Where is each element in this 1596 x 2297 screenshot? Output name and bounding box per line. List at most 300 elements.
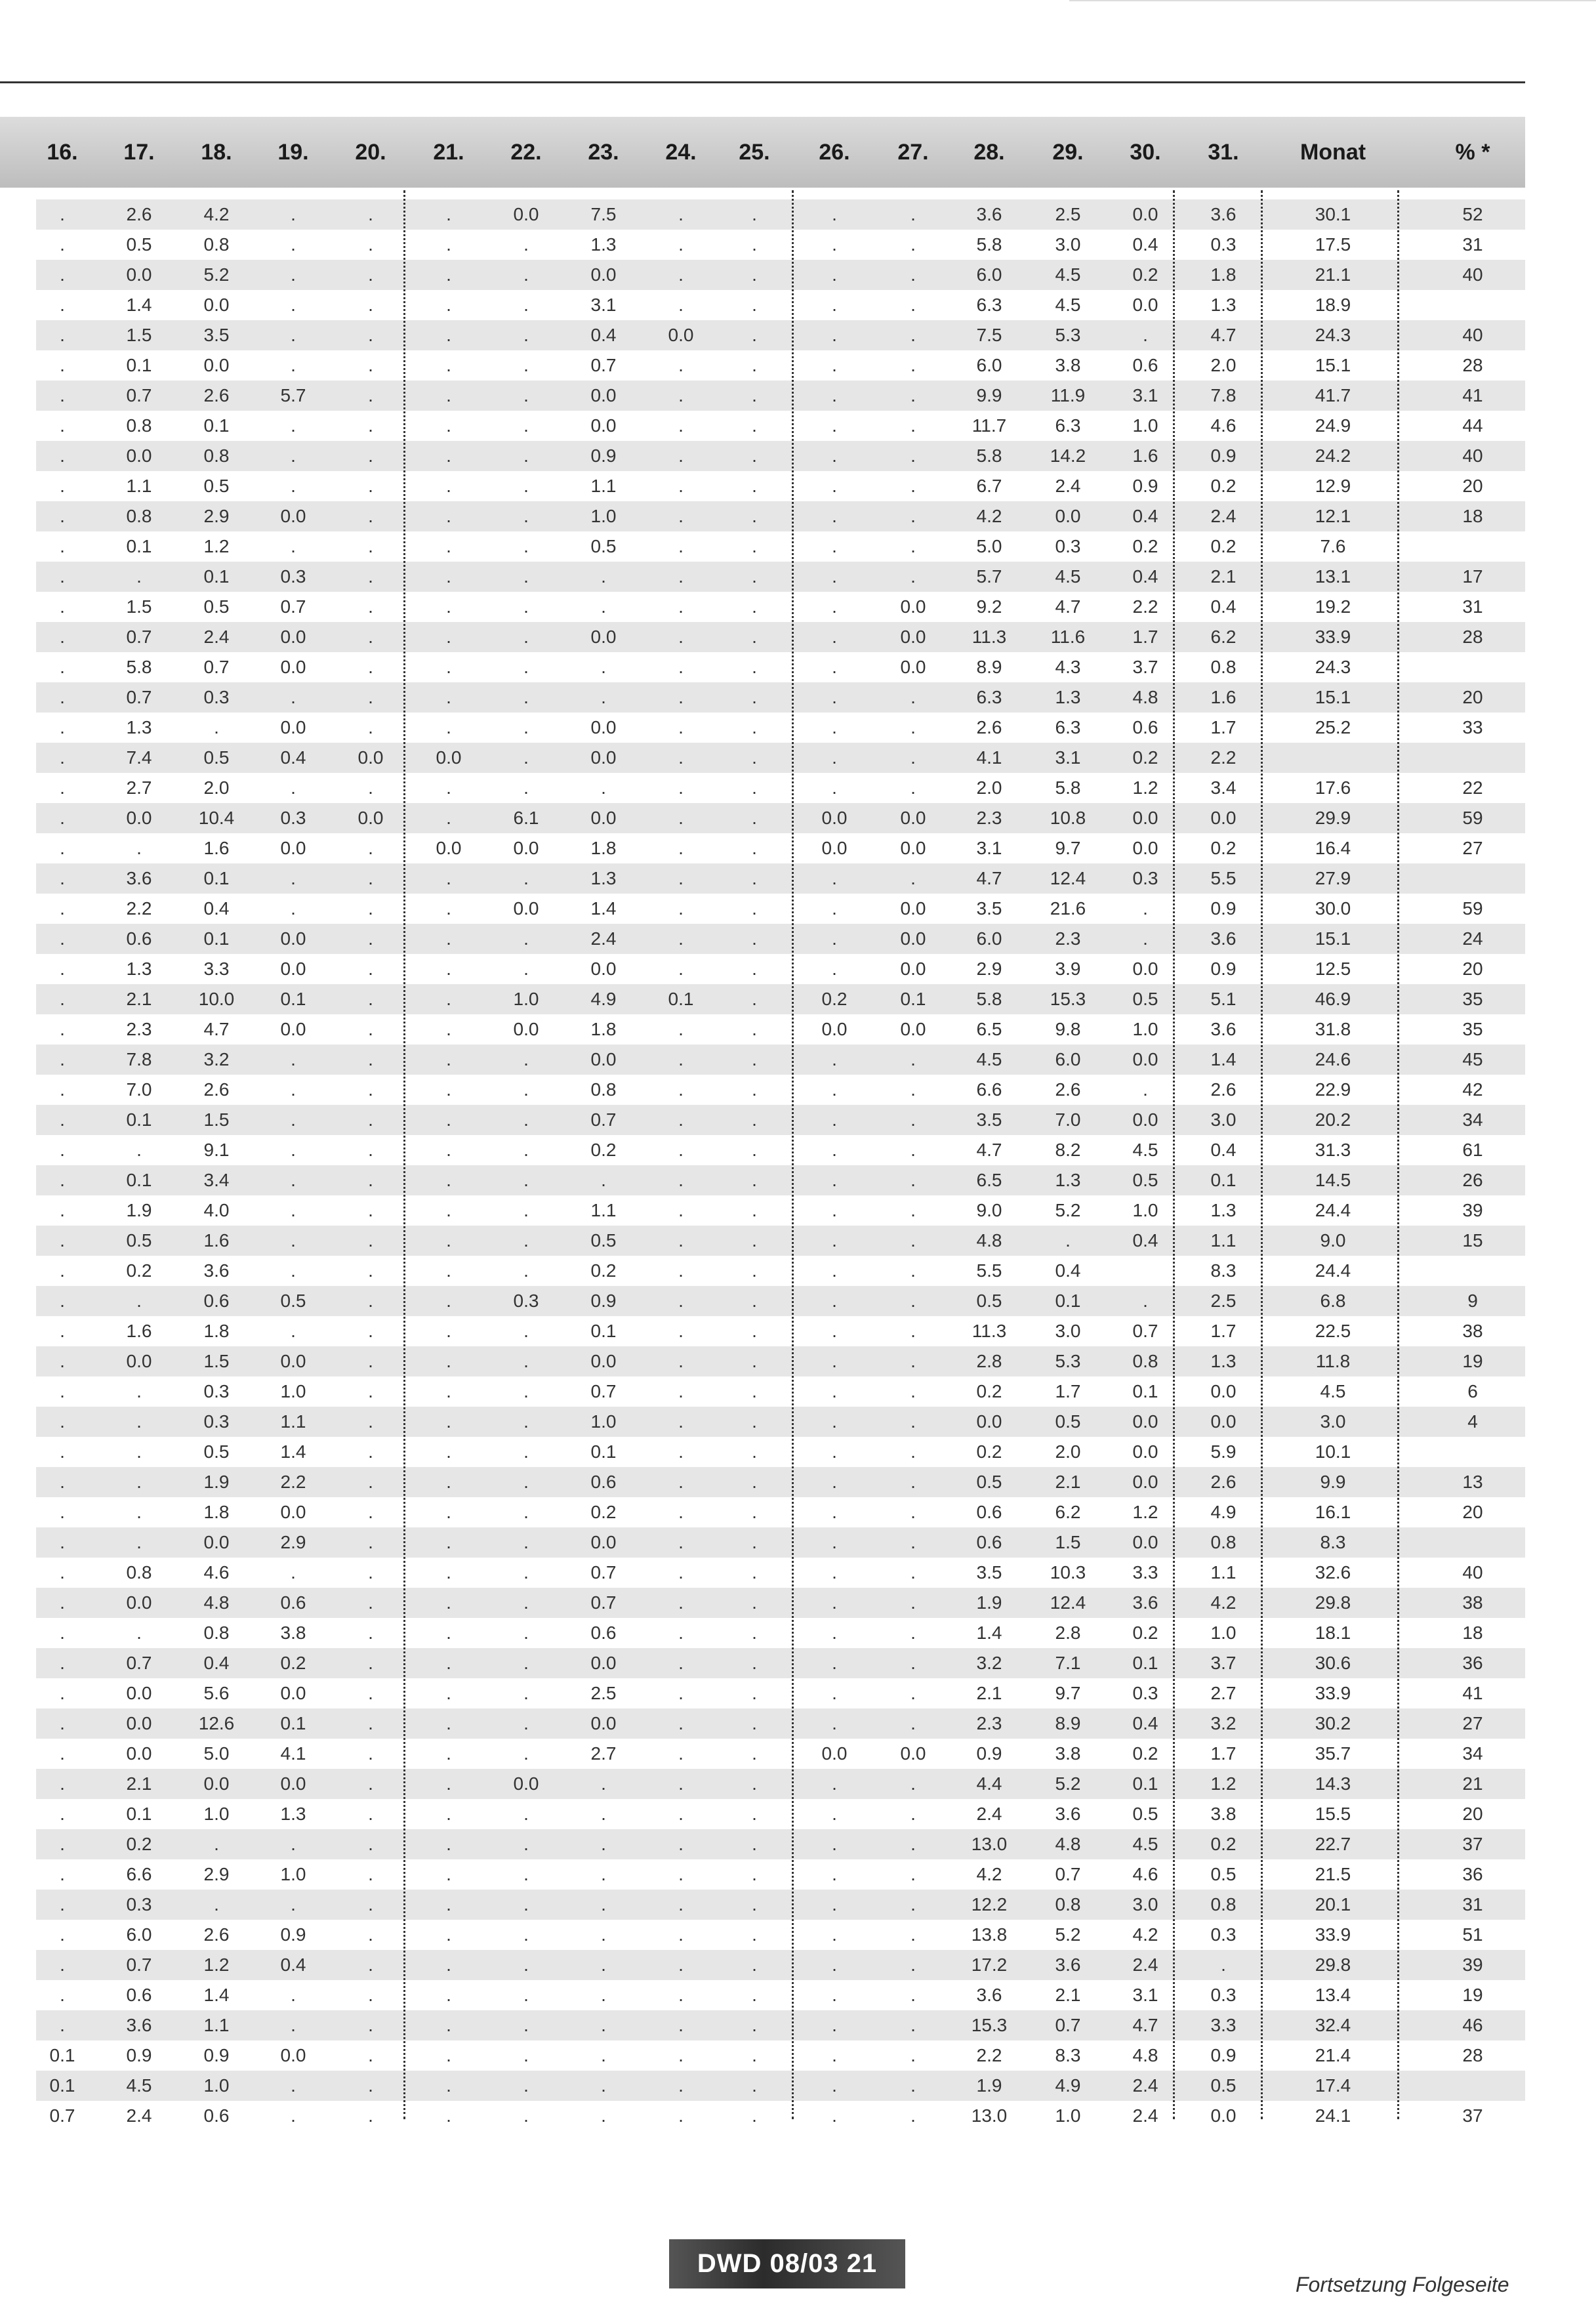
- table-row: [36, 1346, 1525, 1376]
- table-cell: .: [368, 959, 373, 979]
- table-cell: 0.0: [1132, 1109, 1158, 1130]
- table-cell: .: [911, 506, 916, 526]
- table-cell: 1.7: [1055, 1381, 1081, 1401]
- table-cell: 0.0: [126, 808, 152, 828]
- table-cell: 0.3: [1132, 868, 1158, 888]
- table-cell: .: [446, 264, 451, 285]
- table-cell: .: [911, 2105, 916, 2126]
- table-cell: .: [446, 1381, 451, 1401]
- table-cell: .: [678, 295, 684, 315]
- table-cell: 2.5: [1210, 1291, 1237, 1311]
- table-cell: 10.0: [198, 989, 235, 1009]
- table-cell: .: [911, 2015, 916, 2035]
- table-cell: .: [678, 1411, 684, 1432]
- table-cell: 1.8: [590, 838, 617, 858]
- table-cell: .: [752, 1109, 757, 1130]
- table-cell: .: [368, 204, 373, 224]
- table-cell: 0.8: [126, 1562, 152, 1583]
- table-cell: .: [601, 1955, 606, 1975]
- table-cell: .: [60, 777, 65, 798]
- table-row: [36, 2071, 1525, 2101]
- table-cell: .: [752, 204, 757, 224]
- table-cell: .: [446, 596, 451, 617]
- table-cell: .: [832, 536, 837, 556]
- table-cell: 0.0: [513, 898, 539, 919]
- table-cell: 0.0: [280, 717, 306, 737]
- table-cell: 4.5: [1132, 1834, 1158, 1854]
- table-cell: .: [832, 717, 837, 737]
- table-cell: 0.9: [280, 1924, 306, 1945]
- table-cell: 2.6: [1210, 1079, 1237, 1100]
- table-cell: .: [832, 687, 837, 707]
- table-cell: 1.3: [126, 717, 152, 737]
- table-cell: .: [832, 476, 837, 496]
- table-cell: .: [911, 1411, 916, 1432]
- table-cell: .: [523, 1924, 529, 1945]
- table-cell: .: [752, 1230, 757, 1251]
- table-cell: .: [60, 506, 65, 526]
- table-cell: 11.6: [1050, 627, 1086, 647]
- table-cell: 42: [1462, 1079, 1483, 1100]
- table-cell: .: [752, 445, 757, 466]
- table-cell: 0.2: [1132, 1623, 1158, 1643]
- table-cell: 5.6: [203, 1683, 230, 1703]
- table-cell: .: [523, 1049, 529, 1069]
- table-cell: .: [446, 1291, 451, 1311]
- table-cell: .: [368, 1170, 373, 1190]
- table-cell: .: [678, 1985, 684, 2005]
- table-cell: .: [832, 1441, 837, 1462]
- table-cell: 0.0: [821, 1019, 848, 1039]
- table-cell: .: [911, 1653, 916, 1673]
- table-cell: 0.2: [590, 1260, 617, 1281]
- table-cell: 14.2: [1050, 445, 1086, 466]
- table-row: [36, 1890, 1525, 1920]
- table-cell: .: [832, 1834, 837, 1854]
- table-cell: 3.6: [1210, 928, 1237, 949]
- column-header: 26.: [819, 140, 850, 165]
- table-cell: .: [368, 1441, 373, 1462]
- table-cell: 0.6: [203, 1291, 230, 1311]
- table-cell: 0.0: [900, 928, 926, 949]
- table-cell: 1.6: [1132, 445, 1158, 466]
- table-cell: 2.7: [126, 777, 152, 798]
- table-cell: .: [832, 1592, 837, 1613]
- table-cell: .: [136, 1411, 142, 1432]
- table-cell: .: [832, 1381, 837, 1401]
- table-cell: 1.4: [1210, 1049, 1237, 1069]
- page-badge: DWD 08/03 21: [669, 2239, 905, 2288]
- table-cell: .: [446, 717, 451, 737]
- table-cell: .: [291, 1834, 296, 1854]
- table-cell: .: [368, 1864, 373, 1884]
- table-row: [36, 1014, 1525, 1045]
- table-cell: .: [752, 959, 757, 979]
- table-cell: 1.2: [1210, 1773, 1237, 1794]
- table-cell: .: [752, 2045, 757, 2065]
- table-cell: .: [911, 1955, 916, 1975]
- table-cell: 0.0: [1055, 506, 1081, 526]
- table-row: [36, 1678, 1525, 1708]
- table-cell: .: [291, 1230, 296, 1251]
- table-cell: .: [752, 1773, 757, 1794]
- table-cell: .: [911, 1079, 916, 1100]
- table-cell: .: [136, 838, 142, 858]
- table-cell: .: [523, 1079, 529, 1100]
- table-cell: .: [368, 385, 373, 405]
- table-cell: .: [601, 566, 606, 587]
- table-cell: .: [752, 234, 757, 255]
- column-header: % *: [1455, 140, 1490, 165]
- table-cell: 0.6: [1132, 355, 1158, 375]
- table-cell: .: [446, 204, 451, 224]
- table-row: [36, 1256, 1525, 1286]
- table-cell: .: [911, 1381, 916, 1401]
- table-row: [36, 1618, 1525, 1648]
- table-cell: 41: [1462, 385, 1483, 405]
- table-cell: .: [911, 1864, 916, 1884]
- table-cell: 2.7: [1210, 1683, 1237, 1703]
- table-cell: .: [911, 687, 916, 707]
- table-cell: 2.0: [976, 777, 1002, 798]
- table-cell: .: [678, 1109, 684, 1130]
- table-row: [36, 1135, 1525, 1165]
- table-cell: .: [523, 1894, 529, 1914]
- table-cell: .: [523, 777, 529, 798]
- table-cell: 2.4: [126, 2105, 152, 2126]
- table-cell: .: [678, 1653, 684, 1673]
- table-cell: 0.0: [1132, 1049, 1158, 1069]
- table-cell: .: [752, 1381, 757, 1401]
- table-cell: 29.8: [1315, 1955, 1351, 1975]
- table-cell: 7.8: [126, 1049, 152, 1069]
- table-cell: 3.1: [1055, 747, 1081, 768]
- table-row: [36, 290, 1525, 320]
- table-cell: .: [523, 1955, 529, 1975]
- table-cell: .: [523, 1230, 529, 1251]
- table-cell: 46.9: [1315, 989, 1351, 1009]
- table-cell: 19.2: [1315, 596, 1351, 617]
- table-cell: 3.4: [1210, 777, 1237, 798]
- table-cell: 6.0: [1055, 1049, 1081, 1069]
- table-cell: .: [752, 506, 757, 526]
- table-row: [36, 773, 1525, 803]
- table-cell: .: [291, 476, 296, 496]
- table-cell: 0.0: [126, 1351, 152, 1371]
- table-cell: .: [523, 1683, 529, 1703]
- table-cell: .: [60, 1441, 65, 1462]
- table-cell: .: [60, 1834, 65, 1854]
- table-row: [36, 803, 1525, 833]
- table-cell: 4: [1467, 1411, 1478, 1432]
- table-cell: .: [446, 355, 451, 375]
- table-cell: .: [911, 1683, 916, 1703]
- table-cell: 20: [1462, 1502, 1483, 1522]
- table-cell: .: [60, 1321, 65, 1341]
- table-cell: .: [60, 928, 65, 949]
- table-cell: .: [446, 566, 451, 587]
- table-row: [36, 1859, 1525, 1890]
- table-cell: 17.6: [1315, 777, 1351, 798]
- table-cell: 35: [1462, 1019, 1483, 1039]
- table-cell: .: [368, 1532, 373, 1552]
- table-cell: 17: [1462, 566, 1483, 587]
- table-cell: 2.2: [126, 898, 152, 919]
- table-cell: .: [832, 264, 837, 285]
- table-cell: .: [291, 1562, 296, 1583]
- table-cell: 30.6: [1315, 1653, 1351, 1673]
- table-cell: 0.1: [49, 2045, 75, 2065]
- table-row: [36, 501, 1525, 531]
- table-cell: .: [368, 445, 373, 466]
- table-row: [36, 1165, 1525, 1195]
- table-cell: 21.5: [1315, 1864, 1351, 1884]
- table-cell: 30.0: [1315, 898, 1351, 919]
- table-cell: 5.0: [976, 536, 1002, 556]
- table-cell: .: [446, 928, 451, 949]
- table-cell: .: [446, 1592, 451, 1613]
- table-cell: .: [368, 1623, 373, 1643]
- table-cell: .: [446, 1864, 451, 1884]
- table-cell: .: [368, 1924, 373, 1945]
- table-cell: 22: [1462, 777, 1483, 798]
- table-cell: .: [291, 355, 296, 375]
- table-cell: .: [60, 1049, 65, 1069]
- table-cell: 0.3: [1210, 234, 1237, 255]
- table-row: [36, 1376, 1525, 1407]
- table-cell: .: [523, 717, 529, 737]
- table-cell: 2.3: [1055, 928, 1081, 949]
- table-cell: 24.4: [1315, 1200, 1351, 1220]
- table-cell: 0.5: [976, 1472, 1002, 1492]
- table-cell: .: [752, 1743, 757, 1764]
- table-cell: .: [832, 777, 837, 798]
- table-cell: .: [446, 868, 451, 888]
- table-cell: 8.3: [1055, 2045, 1081, 2065]
- table-cell: 0.7: [203, 657, 230, 677]
- table-cell: 0.0: [126, 1743, 152, 1764]
- table-cell: 8.2: [1055, 1140, 1081, 1160]
- table-cell: .: [601, 1985, 606, 2005]
- table-cell: .: [1143, 325, 1148, 345]
- table-cell: 0.2: [1132, 536, 1158, 556]
- table-cell: .: [368, 898, 373, 919]
- column-header: 27.: [897, 140, 929, 165]
- table-cell: .: [752, 1411, 757, 1432]
- table-cell: .: [523, 687, 529, 707]
- table-cell: 1.0: [280, 1864, 306, 1884]
- table-cell: 0.5: [203, 596, 230, 617]
- table-cell: 15: [1462, 1230, 1483, 1251]
- table-cell: 0.0: [590, 747, 617, 768]
- table-cell: 44: [1462, 415, 1483, 436]
- table-cell: 2.3: [976, 808, 1002, 828]
- table-cell: .: [523, 1351, 529, 1371]
- table-cell: 0.0: [590, 1049, 617, 1069]
- table-cell: 0.9: [1132, 476, 1158, 496]
- table-cell: .: [832, 627, 837, 647]
- table-cell: .: [291, 2075, 296, 2096]
- table-cell: .: [832, 385, 837, 405]
- table-cell: .: [832, 445, 837, 466]
- table-cell: .: [523, 1743, 529, 1764]
- table-cell: .: [752, 1532, 757, 1552]
- table-cell: .: [752, 777, 757, 798]
- table-cell: 2.6: [203, 1079, 230, 1100]
- table-cell: 6: [1467, 1381, 1478, 1401]
- table-cell: 3.6: [1055, 1955, 1081, 1975]
- table-cell: 0.0: [590, 1351, 617, 1371]
- column-header: 21.: [433, 140, 464, 165]
- table-cell: .: [752, 657, 757, 677]
- table-header: [0, 117, 1525, 188]
- table-cell: 24.2: [1315, 445, 1351, 466]
- table-cell: .: [368, 1109, 373, 1130]
- table-cell: .: [832, 596, 837, 617]
- table-cell: 0.0: [280, 838, 306, 858]
- table-cell: 0.0: [203, 295, 230, 315]
- table-row: [36, 592, 1525, 622]
- table-cell: .: [678, 808, 684, 828]
- table-cell: .: [291, 777, 296, 798]
- table-cell: 3.3: [203, 959, 230, 979]
- table-cell: 0.0: [203, 1532, 230, 1552]
- table-cell: .: [136, 1502, 142, 1522]
- table-cell: .: [368, 325, 373, 345]
- table-cell: 0.9: [590, 1291, 617, 1311]
- table-cell: .: [752, 1351, 757, 1371]
- table-cell: 2.1: [976, 1683, 1002, 1703]
- table-cell: 31.3: [1315, 1140, 1351, 1160]
- table-cell: 2.6: [126, 204, 152, 224]
- table-cell: 0.6: [126, 1985, 152, 2005]
- table-cell: .: [678, 838, 684, 858]
- table-cell: 3.3: [1132, 1562, 1158, 1583]
- table-cell: 4.0: [203, 1200, 230, 1220]
- table-cell: 6.8: [1320, 1291, 1346, 1311]
- table-cell: 36: [1462, 1653, 1483, 1673]
- table-row: [36, 924, 1525, 954]
- table-cell: 7.5: [590, 204, 617, 224]
- table-cell: 2.4: [1132, 1955, 1158, 1975]
- table-cell: 0.4: [280, 747, 306, 768]
- table-cell: 0.0: [590, 1713, 617, 1733]
- table-cell: 59: [1462, 808, 1483, 828]
- table-cell: 4.7: [976, 868, 1002, 888]
- table-cell: .: [832, 415, 837, 436]
- table-cell: .: [601, 1864, 606, 1884]
- table-cell: 20: [1462, 959, 1483, 979]
- table-cell: .: [523, 2045, 529, 2065]
- table-cell: .: [752, 325, 757, 345]
- table-cell: 0.5: [1210, 1864, 1237, 1884]
- table-cell: .: [446, 1623, 451, 1643]
- table-cell: 33: [1462, 717, 1483, 737]
- table-cell: 0.9: [126, 2045, 152, 2065]
- table-cell: .: [752, 898, 757, 919]
- table-cell: 0.5: [280, 1291, 306, 1311]
- table-cell: .: [911, 355, 916, 375]
- table-cell: 4.1: [280, 1743, 306, 1764]
- table-cell: 6.3: [976, 687, 1002, 707]
- table-cell: .: [368, 1713, 373, 1733]
- table-cell: .: [446, 1200, 451, 1220]
- table-cell: 0.2: [976, 1381, 1002, 1401]
- table-cell: .: [601, 1834, 606, 1854]
- table-cell: 41: [1462, 1683, 1483, 1703]
- table-cell: 27: [1462, 838, 1483, 858]
- table-cell: .: [832, 928, 837, 949]
- table-cell: .: [911, 1502, 916, 1522]
- table-cell: 1.5: [203, 1351, 230, 1371]
- table-cell: 13.8: [971, 1924, 1008, 1945]
- table-cell: 2.8: [1055, 1623, 1081, 1643]
- table-cell: 4.7: [203, 1019, 230, 1039]
- table-cell: 0.7: [126, 1653, 152, 1673]
- table-cell: .: [752, 1079, 757, 1100]
- table-cell: 4.2: [976, 1864, 1002, 1884]
- table-cell: 9.1: [203, 1140, 230, 1160]
- table-cell: 2.1: [126, 989, 152, 1009]
- table-cell: 0.5: [1055, 1411, 1081, 1432]
- table-cell: .: [291, 1049, 296, 1069]
- table-cell: .: [291, 1109, 296, 1130]
- table-cell: 27.9: [1315, 868, 1351, 888]
- table-cell: 0.0: [358, 747, 384, 768]
- table-cell: .: [446, 1955, 451, 1975]
- week-separator: [1173, 190, 1175, 2119]
- table-row: [36, 1437, 1525, 1467]
- table-cell: 0.2: [1132, 747, 1158, 768]
- table-cell: 0.0: [590, 385, 617, 405]
- table-cell: 0.1: [203, 928, 230, 949]
- table-cell: 2.9: [280, 1532, 306, 1552]
- table-cell: .: [60, 1743, 65, 1764]
- table-cell: .: [911, 1230, 916, 1251]
- table-cell: 3.5: [976, 898, 1002, 919]
- table-cell: 1.1: [126, 476, 152, 496]
- table-cell: 1.7: [1132, 627, 1158, 647]
- column-header: 29.: [1052, 140, 1084, 165]
- table-cell: 1.5: [203, 1109, 230, 1130]
- table-cell: 3.0: [1055, 1321, 1081, 1341]
- table-row: [36, 441, 1525, 471]
- table-cell: .: [446, 808, 451, 828]
- table-cell: .: [523, 2075, 529, 2096]
- table-cell: 3.6: [126, 868, 152, 888]
- table-cell: 2.9: [203, 1864, 230, 1884]
- table-cell: .: [368, 657, 373, 677]
- table-cell: .: [752, 1019, 757, 1039]
- table-cell: 12.6: [198, 1713, 235, 1733]
- table-cell: .: [911, 204, 916, 224]
- table-cell: 24.1: [1315, 2105, 1351, 2126]
- table-cell: 8.3: [1320, 1532, 1346, 1552]
- table-cell: .: [523, 415, 529, 436]
- table-row: [36, 1316, 1525, 1346]
- table-cell: 9.9: [976, 385, 1002, 405]
- table-cell: .: [60, 234, 65, 255]
- table-cell: .: [678, 355, 684, 375]
- table-cell: 13.1: [1315, 566, 1351, 587]
- table-row: [36, 682, 1525, 713]
- table-cell: 0.0: [668, 325, 694, 345]
- table-cell: .: [136, 1140, 142, 1160]
- table-cell: 51: [1462, 1924, 1483, 1945]
- table-cell: .: [911, 777, 916, 798]
- table-cell: 0.0: [126, 264, 152, 285]
- table-cell: .: [752, 808, 757, 828]
